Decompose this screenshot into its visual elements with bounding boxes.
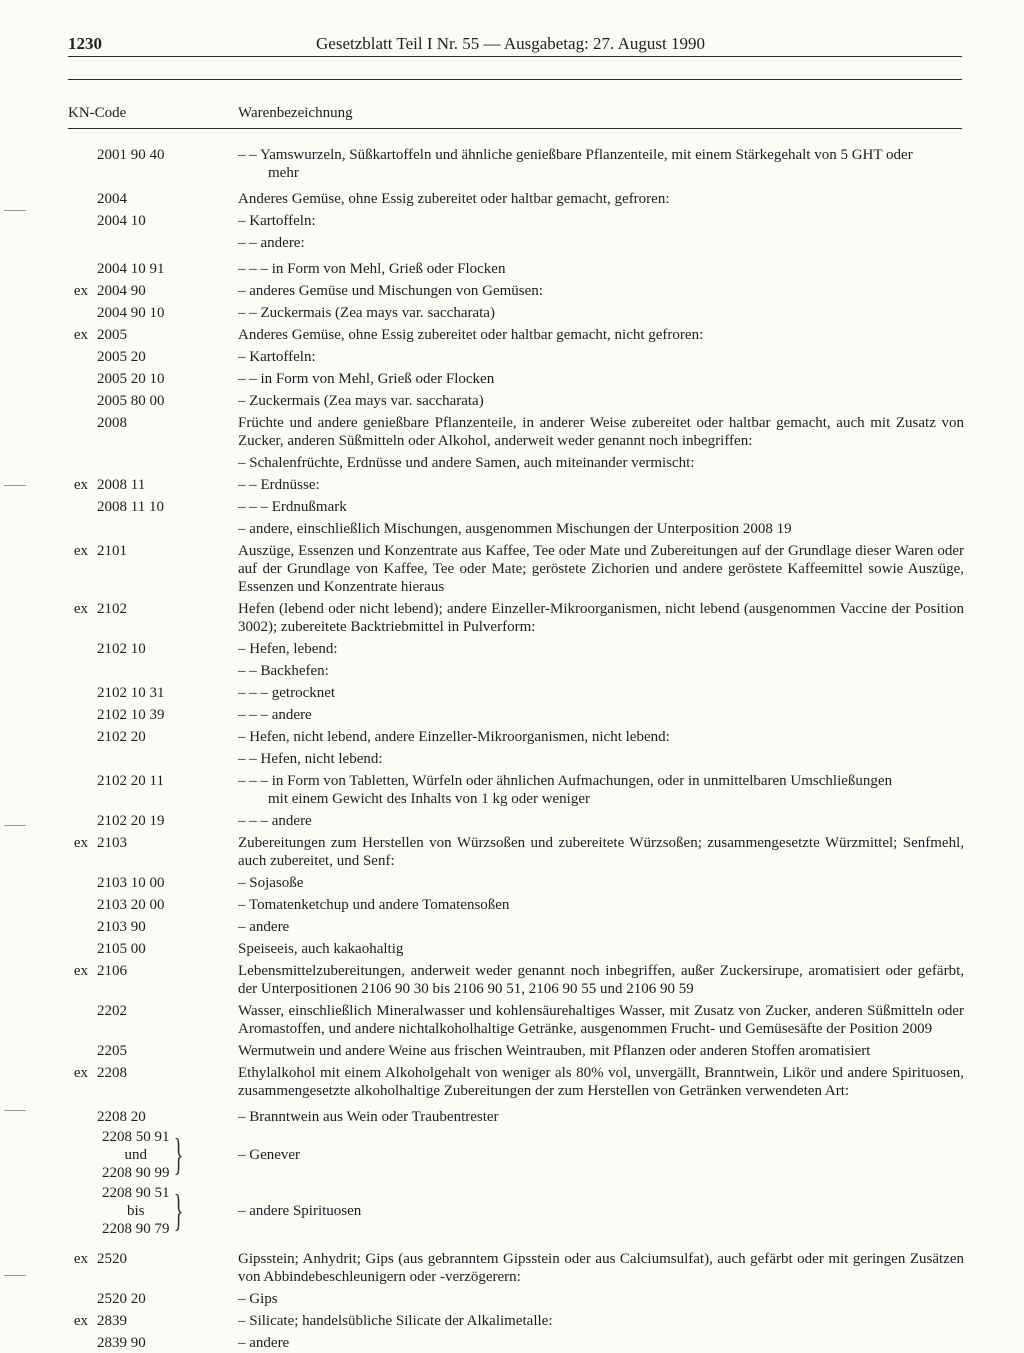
ex-marker [0,1042,92,1060]
description-text: Wermutwein und andere Weine aus frischen Weintrauben, mit Pflanzen oder anderen Stoffen aromatisiert [238,1043,871,1059]
description-text: – Schalenfrüchte, Erdnüsse und andere Samen, auch miteinander vermischt: [238,455,695,471]
description-text: – – Yamswurzeln, Süßkartoffeln und ähnliche genießbare Pflanzenteile, mit einem Stärkegehalt von 5 GHT oder [238,147,913,163]
range-joiner: und [124,1147,147,1163]
ex-marker [0,728,92,746]
kn-code: 2005 20 10 [97,371,165,387]
kn-code: 2008 11 [97,477,146,493]
kn-code: 2101 [97,543,127,559]
code-cell [0,1334,238,1352]
ex-marker: ex [73,601,88,617]
description-cell [238,772,964,808]
code-cell [0,896,238,914]
kn-code: 2102 20 19 [97,813,165,829]
code-range-cell [0,1184,238,1238]
table-row [0,892,1024,914]
ex-marker [0,260,92,278]
table-row [0,278,1024,300]
description-text: – Genever [238,1147,301,1163]
kn-code: 2520 [97,1251,127,1267]
ex-marker [0,1108,92,1126]
tariff-table [0,142,1024,1352]
table-row [0,344,1024,366]
description-cell [238,348,964,366]
curly-brace-icon: } [173,1186,183,1235]
kn-code: 2103 [97,835,127,851]
ex-marker [0,640,92,658]
table-row [0,410,1024,450]
ex-marker [0,812,92,830]
description-cell [238,1334,964,1352]
description-text: Hefen (lebend oder nicht lebend); andere Einzeller-Mikroorganismen, nicht lebend (ausgenommen Vaccine der Position 3002); zubereitete Backtriebmittel in Pulverform: [238,601,964,635]
description-text: – andere [238,1335,290,1351]
description-text: Auszüge, Essenzen und Konzentrate aus Kaffee, Tee oder Mate und Zubereitungen auf der Grundlage dieser Waren oder auf der Grundlage von Kaffee, Tee oder Mate; geröstete Zichorien und andere geröstete Kaffeemittel sowie Auszüge, Essenzen und Konzentrate hieraus [238,543,964,595]
description-text: – Hefen, nicht lebend, andere Einzeller-Mikroorganismen, nicht lebend: [238,729,670,745]
description-text: – Kartoffeln: [238,349,316,365]
table-row-range [0,1182,1024,1238]
table-row [0,1038,1024,1060]
table-row [0,472,1024,494]
kn-code: 2005 80 00 [97,393,165,409]
description-text: – – andere: [238,235,305,251]
code-cell [0,348,238,366]
kn-code: 2005 [97,327,127,343]
description-text: Früchte und andere genießbare Pflanzenteile, in anderer Weise zubereitet oder haltbar gemacht, auch mit Zusatz von Zucker, anderen Süßmitteln oder Alkohol, anderweit weder genannt noch inbegriffen: [238,415,964,449]
code-cell [0,1312,238,1330]
ex-marker: ex [73,1251,88,1267]
table-row [0,1330,1024,1352]
table-row [0,300,1024,322]
ex-marker [0,1334,92,1352]
code-cell [0,918,238,936]
ex-marker [0,940,92,958]
code-range-cell [0,1128,238,1182]
table-row [0,208,1024,230]
description-cell [238,600,964,636]
ex-marker [0,212,92,230]
page-header-title: Gesetzblatt Teil I Nr. 55 — Ausgabetag: 27. August 1990 [316,34,705,53]
table-row [0,998,1024,1038]
description-text: Ethylalkohol mit einem Alkoholgehalt von weniger als 80% vol, unvergällt, Branntwein, Likör und andere Spirituosen, zusammengesetzte alkoholhaltige Zubereitungen der zum Herstellen von Getränken verwendeten Art: [238,1065,964,1099]
code-cell [0,190,238,208]
ex-marker: ex [73,327,88,343]
page-number: 1230 [68,34,102,53]
description-cell [238,454,964,472]
code-cell [0,392,238,410]
code-cell [0,414,238,432]
code-cell [0,728,238,746]
description-cell [238,1146,964,1164]
description-cell [238,662,964,680]
ex-marker: ex [73,283,88,299]
description-cell [238,282,964,300]
table-row [0,516,1024,538]
code-cell [0,1250,238,1268]
code-cell [0,212,238,230]
table-row [0,182,1024,208]
description-text: Zubereitungen zum Herstellen von Würzsoßen und zubereitete Würzsoßen; zusammengesetzte Würzmittel; Senfmehl, auch zubereitet, und Senf: [238,835,964,869]
ex-marker [0,498,92,516]
kn-code: 2520 20 [97,1291,146,1307]
description-cell [238,520,964,538]
kn-code: 2208 [97,1065,127,1081]
kn-code: 2004 10 91 [97,261,165,277]
table-row [0,142,1024,182]
table-row [0,494,1024,516]
ex-marker [0,1002,92,1020]
description-cell [238,146,964,182]
description-text: – Sojasoße [238,875,304,891]
description-cell [238,304,964,322]
header-rule [68,56,962,57]
kn-code-from: 2208 90 51 [102,1185,170,1201]
ex-marker: ex [73,1065,88,1081]
description-cell [238,1202,964,1220]
kn-code: 2103 90 [97,919,146,935]
table-row [0,636,1024,658]
curly-brace-icon: } [173,1130,183,1179]
table-row [0,322,1024,344]
code-cell [0,962,238,980]
kn-code: 2102 20 11 [97,773,164,789]
kn-code: 2106 [97,963,127,979]
table-row [0,680,1024,702]
description-cell [238,234,964,252]
ex-marker [0,146,92,164]
kn-code: 2105 00 [97,941,146,957]
ex-marker: ex [73,1313,88,1329]
table-row [0,252,1024,278]
description-text: – anderes Gemüse und Mischungen von Gemüsen: [238,283,543,299]
ex-marker [0,392,92,410]
ex-marker [0,896,92,914]
code-cell [0,940,238,958]
table-row [0,768,1024,808]
kn-code: 2205 [97,1043,127,1059]
description-cell [238,834,964,870]
table-row [0,1060,1024,1100]
ex-marker [0,370,92,388]
table-row [0,724,1024,746]
ex-marker [0,918,92,936]
table-row [0,830,1024,870]
code-cell [0,1290,238,1308]
code-cell [0,812,238,830]
description-text: – Silicate; handelsübliche Silicate der Alkalimetalle: [238,1313,553,1329]
code-range [92,1184,170,1238]
code-cell [0,1064,238,1082]
description-text: – andere [238,919,290,935]
ex-marker [0,348,92,366]
table-top-rule [68,79,962,80]
description-text: – Branntwein aus Wein oder Traubentrester [238,1109,499,1125]
table-row [0,1238,1024,1286]
code-cell [0,326,238,344]
kn-code: 2004 90 10 [97,305,165,321]
description-cell [238,918,964,936]
description-cell [238,940,964,958]
code-cell [0,1108,238,1126]
description-cell [238,684,964,702]
table-row [0,366,1024,388]
kn-code: 2208 20 [97,1109,146,1125]
table-row [0,1100,1024,1126]
description-cell [238,874,964,892]
description-text: – – – in Form von Tabletten, Würfeln oder ähnlichen Aufmachungen, oder in unmittelbaren Umschließungen [238,773,893,789]
description-cell [238,1042,964,1060]
table-row [0,538,1024,596]
table-row [0,388,1024,410]
description-cell [238,542,964,596]
ex-marker [0,190,92,208]
code-cell [0,304,238,322]
description-text: – – in Form von Mehl, Grieß oder Flocken [238,371,495,387]
description-text: Lebensmittelzubereitungen, anderweit weder genannt noch inbegriffen, außer Zuckersirupe, aromatisiert oder gefärbt, der Unterpositionen 2106 90 30 bis 2106 90 51, 2106 90 55 und 2106 90 59 [238,963,964,997]
kn-code: 2839 90 [97,1335,146,1351]
column-header-description: Warenbezeichnung [238,105,353,121]
kn-code: 2102 10 39 [97,707,165,723]
description-text: – – – in Form von Mehl, Grieß oder Flocken [238,261,506,277]
description-continuation: mit einem Gewicht des Inhalts von 1 kg oder weniger [268,791,591,807]
code-cell [0,260,238,278]
kn-code: 2103 10 00 [97,875,165,891]
description-cell [238,1290,964,1308]
description-text: Wasser, einschließlich Mineralwasser und kohlensäurehaltiges Wasser, mit Zusatz von Zucker, anderen Süßmitteln oder Aromastoffen, und andere nichtalkoholhaltige Getränke, ausgenommen Frucht- und Gemüsesäfte der Position 2009 [238,1003,964,1037]
description-text: Anderes Gemüse, ohne Essig zubereitet oder haltbar gemacht, gefroren: [238,191,670,207]
code-cell [0,874,238,892]
ex-marker: ex [73,835,88,851]
description-cell [238,498,964,516]
code-cell [0,282,238,300]
description-cell [238,1250,964,1286]
code-cell [0,684,238,702]
description-text: – Kartoffeln: [238,213,316,229]
description-cell [238,896,964,914]
description-cell [238,212,964,230]
description-text: – Hefen, lebend: [238,641,338,657]
description-text: – Gips [238,1291,278,1307]
description-text: – – – getrocknet [238,685,336,701]
kn-code: 2008 [97,415,127,431]
description-text: – – – andere [238,813,312,829]
description-cell [238,326,964,344]
table-row [0,1286,1024,1308]
description-cell [238,370,964,388]
kn-code: 2001 90 40 [97,147,165,163]
description-text: – – – andere [238,707,312,723]
table-row [0,1308,1024,1330]
description-text: Gipsstein; Anhydrit; Gips (aus gebranntem Gipsstein oder aus Calciumsulfat), auch gefärbt oder mit geringen Zusätzen von Abbindebeschleunigern oder -verzögerern: [238,1251,964,1285]
description-cell [238,1002,964,1038]
code-cell [0,1002,238,1020]
description-text: – andere, einschließlich Mischungen, ausgenommen Mischungen der Unterposition 2008 19 [238,521,792,537]
description-cell [238,812,964,830]
table-row [0,914,1024,936]
code-cell [0,498,238,516]
description-cell [238,1108,964,1126]
table-row [0,702,1024,724]
ex-marker: ex [73,477,88,493]
code-cell [0,1042,238,1060]
code-cell [0,370,238,388]
description-text: – – Hefen, nicht lebend: [238,751,383,767]
kn-code: 2004 10 [97,213,146,229]
column-header-rule [68,128,962,129]
range-joiner: bis [126,1203,145,1219]
description-cell [238,750,964,768]
kn-code: 2102 20 [97,729,146,745]
kn-code: 2004 90 [97,283,146,299]
kn-code-to: 2208 90 99 [102,1165,170,1181]
kn-code: 2102 10 31 [97,685,165,701]
description-text: Speiseeis, auch kakaohaltig [238,941,404,957]
description-text: – andere Spirituosen [238,1203,362,1219]
code-cell [0,600,238,618]
kn-code: 2103 20 00 [97,897,165,913]
code-cell [0,146,238,164]
table-row [0,936,1024,958]
ex-marker [0,414,92,432]
code-cell [0,640,238,658]
ex-marker [0,706,92,724]
description-text: – – Backhefen: [238,663,329,679]
description-cell [238,706,964,724]
code-cell [0,772,238,790]
description-cell [238,728,964,746]
ex-marker [0,684,92,702]
code-cell [0,476,238,494]
ex-marker [0,772,92,790]
description-cell [238,962,964,998]
column-header-code: KN-Code [68,105,127,121]
kn-code: 2102 10 [97,641,146,657]
table-row [0,596,1024,636]
code-cell [0,706,238,724]
description-text: – – – Erdnußmark [238,499,347,515]
description-text: – Zuckermais (Zea mays var. saccharata) [238,393,484,409]
description-cell [238,1064,964,1100]
description-text: – – Zuckermais (Zea mays var. saccharata) [238,305,495,321]
table-row [0,230,1024,252]
code-range [92,1128,170,1182]
description-cell [238,190,964,208]
description-cell [238,260,964,278]
description-continuation: mehr [268,165,299,181]
ex-marker [0,1290,92,1308]
kn-code: 2102 [97,601,127,617]
description-text: – Tomatenketchup und andere Tomatensoßen [238,897,510,913]
description-text: Anderes Gemüse, ohne Essig zubereitet oder haltbar gemacht, nicht gefroren: [238,327,704,343]
ex-marker [0,304,92,322]
table-row [0,870,1024,892]
table-row-range [0,1126,1024,1182]
ex-marker [0,874,92,892]
table-row [0,746,1024,768]
kn-code-to: 2208 90 79 [102,1221,170,1237]
description-cell [238,1312,964,1330]
kn-code: 2005 20 [97,349,146,365]
kn-code: 2004 [97,191,127,207]
description-cell [238,414,964,450]
kn-code: 2008 11 10 [97,499,164,515]
kn-code: 2202 [97,1003,127,1019]
table-row [0,808,1024,830]
ex-marker: ex [73,543,88,559]
kn-code: 2839 [97,1313,127,1329]
description-text: – – Erdnüsse: [238,477,320,493]
code-cell [0,834,238,852]
table-row [0,958,1024,998]
description-cell [238,476,964,494]
code-cell [0,542,238,560]
description-cell [238,640,964,658]
kn-code-from: 2208 50 91 [102,1129,170,1145]
table-row [0,450,1024,472]
ex-marker: ex [73,963,88,979]
description-cell [238,392,964,410]
table-row [0,658,1024,680]
